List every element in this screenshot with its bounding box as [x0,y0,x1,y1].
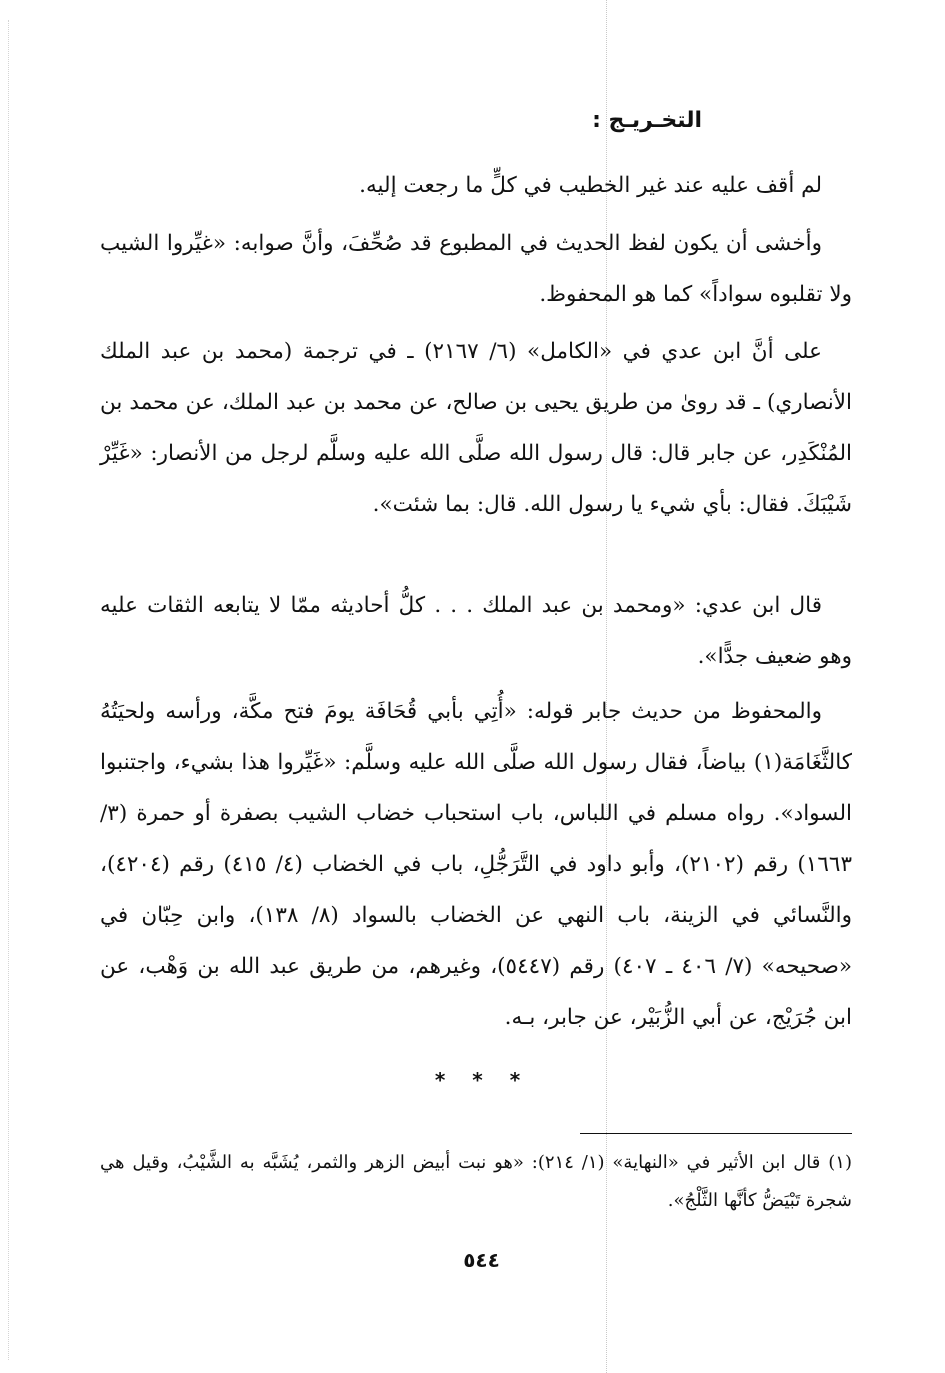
page-number: ٥٤٤ [463,1248,500,1272]
paragraph-2: وأخشى أن يكون لفظ الحديث في المطبوع قد صُحِّفَ، وأنَّ صوابه: «غيِّروا الشيب ولا تقلبوه سواداً» كما هو المحفوظ. [100,231,852,307]
scan-edge-specks [8,20,9,1360]
paragraph-3: على أنَّ ابن عدي في «الكامل» (٦/ ٢١٦٧) ـ في ترجمة (محمد بن عبد الملك الأنصاري) ـ قد روىٰ من طريق يحيى بن صالح، عن محمد بن عبد الملك، عن محمد بن المُنْكَدِر، عن جابر قال: قال رسول الله صلَّى الله عليه وسلَّم لرجل من الأنصار: «غَيِّرْ شَيْبَكَ. فقال: بأي شيء يا رسول الله. قال: بما شئت». [100,339,852,517]
footnote: (١) قال ابن الأثير في «النهاية» (١/ ٢١٤): «هو نبت أبيض الزهر والثمر، يُشَبَّه به الشَّيْبُ، وقيل هي شجرة تَبْيَضُّ كأنَّها الثَّلْجُ». [100,1152,852,1211]
footnote-rule [580,1133,852,1134]
paragraph-4: قال ابن عدي: «ومحمد بن عبد الملك . . . كلُّ أحاديثه ممّا لا يتابعه الثقات عليه وهو ضعيف جدًّا». [100,593,852,669]
paragraph-1: لم أقف عليه عند غير الخطيب في كلٍّ ما رجعت إليه. [359,173,822,198]
section-separator: * * * [434,1068,531,1092]
section-heading: التخـريـج : [592,108,702,133]
paragraph-5: والمحفوظ من حديث جابر قوله: «أُتِي بأبي قُحَافَة يومَ فتح مكَّة، ورأسه ولحيَتُهُ كالثَّغَامَة(١) بياضاً، فقال رسول الله صلَّى الله عليه وسلَّم: «غَيِّروا هذا بشيء، واجتنبوا السواد». رواه مسلم في اللباس، باب استحباب خضاب الشيب بصفرة أو حمرة (٣/ ١٦٦٣) رقم (٢١٠٢)، وأبو داود في التَّرَجُّلِ، باب في الخضاب (٤/ ٤١٥) رقم (٤٢٠٤)، والنَّسائي في الزينة، باب النهي عن الخضاب بالسواد (٨/ ١٣٨)، وابن حِبّان في «صحيحه» (٧/ ٤٠٦ ـ ٤٠٧) رقم (٥٤٤٧)، وغيرهم، من طريق عبد الله بن وَهْب، عن ابن جُرَيْج، عن أبي الزُّبَيْر، عن جابر، بـه. [100,699,853,1030]
